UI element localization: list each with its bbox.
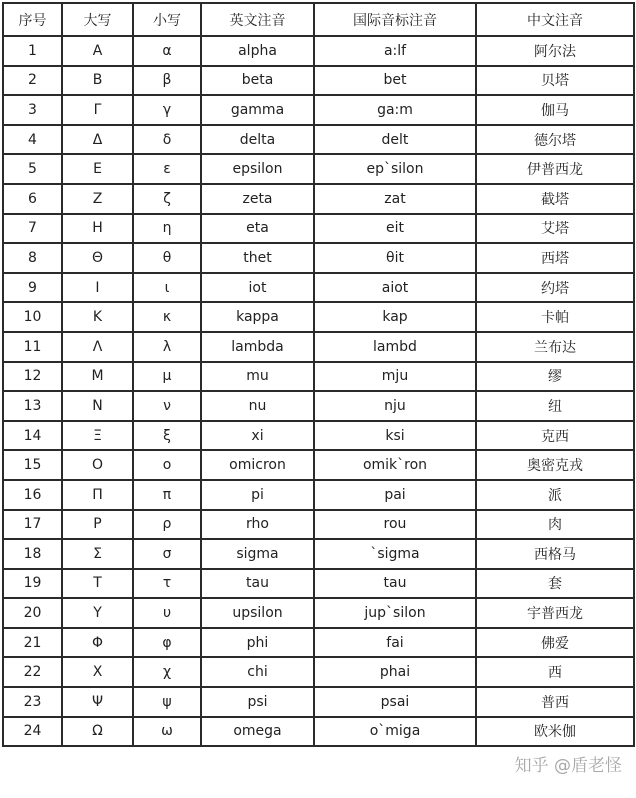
ipa-cell: eit (314, 214, 476, 244)
uppercase-cell: Κ (62, 302, 133, 332)
table-row (3, 480, 634, 510)
chinese-cell: 肉 (476, 510, 634, 540)
table-row (3, 95, 634, 125)
english-cell: zeta (201, 184, 314, 214)
header-chinese-pronunciation: 中文注音 (476, 3, 634, 36)
index-cell: 14 (3, 421, 62, 451)
uppercase-cell: Χ (62, 657, 133, 687)
table-row (3, 184, 634, 214)
ipa-cell: aiot (314, 273, 476, 303)
uppercase-cell: Ι (62, 273, 133, 303)
watermark: 知乎 @盾老怪 (514, 756, 622, 776)
index-cell: 24 (3, 717, 62, 747)
uppercase-cell: Γ (62, 95, 133, 125)
table-row (3, 66, 634, 96)
lowercase-cell: δ (133, 125, 201, 155)
english-cell: delta (201, 125, 314, 155)
lowercase-cell: ξ (133, 421, 201, 451)
ipa-cell: nju (314, 391, 476, 421)
lowercase-cell: τ (133, 569, 201, 599)
chinese-cell: 佛爱 (476, 628, 634, 658)
lowercase-cell: ν (133, 391, 201, 421)
greek-alphabet-table (2, 2, 635, 747)
index-cell: 15 (3, 450, 62, 480)
index-cell: 8 (3, 243, 62, 273)
index-cell: 17 (3, 510, 62, 540)
table-row (3, 717, 634, 747)
lowercase-cell: ε (133, 154, 201, 184)
table-row (3, 539, 634, 569)
ipa-cell: kap (314, 302, 476, 332)
uppercase-cell: Θ (62, 243, 133, 273)
chinese-cell: 贝塔 (476, 66, 634, 96)
ipa-cell: a:lf (314, 36, 476, 66)
english-cell: nu (201, 391, 314, 421)
english-cell: kappa (201, 302, 314, 332)
index-cell: 4 (3, 125, 62, 155)
table-row (3, 391, 634, 421)
header-index: 序号 (3, 3, 62, 36)
lowercase-cell: υ (133, 598, 201, 628)
uppercase-cell: Ζ (62, 184, 133, 214)
chinese-cell: 缪 (476, 362, 634, 392)
index-cell: 7 (3, 214, 62, 244)
lowercase-cell: β (133, 66, 201, 96)
index-cell: 16 (3, 480, 62, 510)
english-cell: sigma (201, 539, 314, 569)
index-cell: 2 (3, 66, 62, 96)
header-uppercase: 大写 (62, 3, 133, 36)
uppercase-cell: Ο (62, 450, 133, 480)
index-cell: 11 (3, 332, 62, 362)
chinese-cell: 欧米伽 (476, 717, 634, 747)
lowercase-cell: ο (133, 450, 201, 480)
table-row (3, 332, 634, 362)
table-row (3, 569, 634, 599)
uppercase-cell: Η (62, 214, 133, 244)
english-cell: pi (201, 480, 314, 510)
ipa-cell: rou (314, 510, 476, 540)
lowercase-cell: κ (133, 302, 201, 332)
table-row (3, 510, 634, 540)
chinese-cell: 伊普西龙 (476, 154, 634, 184)
chinese-cell: 西格马 (476, 539, 634, 569)
ipa-cell: ep`silon (314, 154, 476, 184)
uppercase-cell: Α (62, 36, 133, 66)
lowercase-cell: ι (133, 273, 201, 303)
chinese-cell: 艾塔 (476, 214, 634, 244)
index-cell: 13 (3, 391, 62, 421)
uppercase-cell: Ρ (62, 510, 133, 540)
ipa-cell: tau (314, 569, 476, 599)
uppercase-cell: Τ (62, 569, 133, 599)
chinese-cell: 宇普西龙 (476, 598, 634, 628)
uppercase-cell: Φ (62, 628, 133, 658)
lowercase-cell: θ (133, 243, 201, 273)
ipa-cell: θit (314, 243, 476, 273)
chinese-cell: 克西 (476, 421, 634, 451)
index-cell: 20 (3, 598, 62, 628)
ipa-cell: mju (314, 362, 476, 392)
english-cell: beta (201, 66, 314, 96)
table-row (3, 302, 634, 332)
header-ipa-pronunciation: 国际音标注音 (314, 3, 476, 36)
ipa-cell: ksi (314, 421, 476, 451)
table-row (3, 657, 634, 687)
table-row (3, 154, 634, 184)
table-row (3, 214, 634, 244)
ipa-cell: phai (314, 657, 476, 687)
chinese-cell: 派 (476, 480, 634, 510)
english-cell: tau (201, 569, 314, 599)
ipa-cell: bet (314, 66, 476, 96)
chinese-cell: 套 (476, 569, 634, 599)
index-cell: 21 (3, 628, 62, 658)
index-cell: 3 (3, 95, 62, 125)
index-cell: 5 (3, 154, 62, 184)
index-cell: 9 (3, 273, 62, 303)
ipa-cell: pai (314, 480, 476, 510)
ipa-cell: jup`silon (314, 598, 476, 628)
index-cell: 18 (3, 539, 62, 569)
table-row (3, 243, 634, 273)
english-cell: phi (201, 628, 314, 658)
lowercase-cell: σ (133, 539, 201, 569)
index-cell: 1 (3, 36, 62, 66)
ipa-cell: delt (314, 125, 476, 155)
chinese-cell: 截塔 (476, 184, 634, 214)
uppercase-cell: Ξ (62, 421, 133, 451)
english-cell: gamma (201, 95, 314, 125)
lowercase-cell: ρ (133, 510, 201, 540)
english-cell: omicron (201, 450, 314, 480)
english-cell: thet (201, 243, 314, 273)
lowercase-cell: φ (133, 628, 201, 658)
table-row (3, 628, 634, 658)
ipa-cell: omik`ron (314, 450, 476, 480)
lowercase-cell: λ (133, 332, 201, 362)
chinese-cell: 奥密克戎 (476, 450, 634, 480)
english-cell: lambda (201, 332, 314, 362)
ipa-cell: lambd (314, 332, 476, 362)
ipa-cell: o`miga (314, 717, 476, 747)
lowercase-cell: ψ (133, 687, 201, 717)
english-cell: upsilon (201, 598, 314, 628)
chinese-cell: 约塔 (476, 273, 634, 303)
ipa-cell: `sigma (314, 539, 476, 569)
uppercase-cell: Π (62, 480, 133, 510)
uppercase-cell: Ε (62, 154, 133, 184)
chinese-cell: 德尔塔 (476, 125, 634, 155)
english-cell: omega (201, 717, 314, 747)
uppercase-cell: Β (62, 66, 133, 96)
table-row (3, 125, 634, 155)
english-cell: rho (201, 510, 314, 540)
chinese-cell: 卡帕 (476, 302, 634, 332)
index-cell: 19 (3, 569, 62, 599)
lowercase-cell: η (133, 214, 201, 244)
header-lowercase: 小写 (133, 3, 201, 36)
table-row (3, 687, 634, 717)
english-cell: iot (201, 273, 314, 303)
english-cell: psi (201, 687, 314, 717)
table-row (3, 450, 634, 480)
uppercase-cell: Υ (62, 598, 133, 628)
chinese-cell: 西塔 (476, 243, 634, 273)
table-header (3, 3, 634, 36)
index-cell: 10 (3, 302, 62, 332)
chinese-cell: 阿尔法 (476, 36, 634, 66)
chinese-cell: 西 (476, 657, 634, 687)
table-row (3, 36, 634, 66)
uppercase-cell: Ν (62, 391, 133, 421)
uppercase-cell: Ψ (62, 687, 133, 717)
header-row (3, 3, 634, 36)
chinese-cell: 伽马 (476, 95, 634, 125)
chinese-cell: 兰布达 (476, 332, 634, 362)
lowercase-cell: γ (133, 95, 201, 125)
index-cell: 23 (3, 687, 62, 717)
english-cell: alpha (201, 36, 314, 66)
ipa-cell: ga:m (314, 95, 476, 125)
table-row (3, 273, 634, 303)
english-cell: epsilon (201, 154, 314, 184)
uppercase-cell: Δ (62, 125, 133, 155)
table-body (3, 36, 634, 746)
uppercase-cell: Σ (62, 539, 133, 569)
english-cell: chi (201, 657, 314, 687)
table-row (3, 421, 634, 451)
uppercase-cell: Μ (62, 362, 133, 392)
index-cell: 12 (3, 362, 62, 392)
table-row (3, 362, 634, 392)
english-cell: xi (201, 421, 314, 451)
uppercase-cell: Λ (62, 332, 133, 362)
uppercase-cell: Ω (62, 717, 133, 747)
english-cell: eta (201, 214, 314, 244)
ipa-cell: fai (314, 628, 476, 658)
chinese-cell: 纽 (476, 391, 634, 421)
header-english-pronunciation: 英文注音 (201, 3, 314, 36)
lowercase-cell: π (133, 480, 201, 510)
chinese-cell: 普西 (476, 687, 634, 717)
index-cell: 6 (3, 184, 62, 214)
lowercase-cell: μ (133, 362, 201, 392)
index-cell: 22 (3, 657, 62, 687)
ipa-cell: psai (314, 687, 476, 717)
lowercase-cell: ω (133, 717, 201, 747)
lowercase-cell: χ (133, 657, 201, 687)
ipa-cell: zat (314, 184, 476, 214)
table-row (3, 598, 634, 628)
lowercase-cell: α (133, 36, 201, 66)
english-cell: mu (201, 362, 314, 392)
lowercase-cell: ζ (133, 184, 201, 214)
